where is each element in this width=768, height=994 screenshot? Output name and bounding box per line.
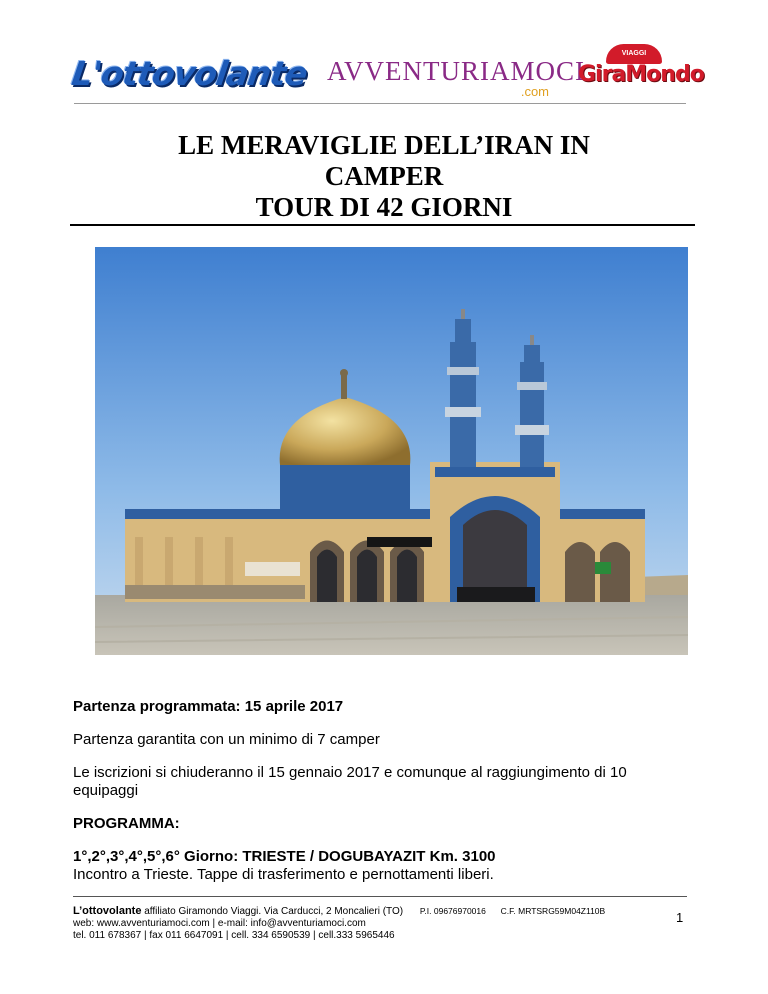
giramondo-logo-text: GiraMondo <box>578 62 704 87</box>
avventuriamoci-logo-domain: .com <box>520 84 549 99</box>
footer-web-line: web: www.avventuriamoci.com | e-mail: info@avventuriamoci.com <box>73 918 366 929</box>
footer-piva: P.I. 09676970016 <box>419 906 486 916</box>
departure-date: Partenza programmata: 15 aprile 2017 <box>73 698 344 715</box>
day-1-6-text: Incontro a Trieste. Tappe di trasferimento e pernottamenti liberi. <box>73 866 494 883</box>
mosque-photo <box>95 247 688 655</box>
giramondo-logo-cap: VIAGGI <box>606 44 662 64</box>
day-1-6-heading: 1°,2°,3°,4°,5°,6° Giorno: TRIESTE / DOGUBAYAZIT Km. 3100 <box>73 848 496 865</box>
document-title <box>70 130 698 223</box>
avventuriamoci-logo <box>327 56 586 100</box>
page-number: 1 <box>676 910 684 925</box>
footer-cf: C.F. MRTSRG59M04Z110B <box>500 906 606 916</box>
footer-affiliation: affiliato Giramondo Viaggi. Via Carducci, 2 Moncalieri (TO) <box>141 906 404 917</box>
enrollment-text: Le iscrizioni si chiuderanno il 15 gennaio 2017 e comunque al raggiungimento di 10 equipaggi <box>73 764 627 799</box>
header-divider <box>74 103 686 104</box>
footer-company: L’ottovolante <box>73 905 142 917</box>
ottovolante-logo <box>69 54 310 94</box>
giramondo-logo <box>578 44 704 100</box>
ottovolante-logo-text: L'ottovolante <box>69 54 310 93</box>
title-line-1: LE MERAVIGLIE DELL’IRAN IN <box>178 130 590 160</box>
guarantee-text: Partenza garantita con un minimo di 7 camper <box>73 731 380 748</box>
footer-tel-line: tel. 011 678367 | fax 011 6647091 | cell. 334 6590539 | cell.333 5965446 <box>73 930 395 941</box>
program-heading: PROGRAMMA: <box>73 815 180 832</box>
title-underline <box>70 224 695 226</box>
title-line-2: CAMPER <box>324 161 444 191</box>
footer-company-line <box>73 905 605 918</box>
footer-divider <box>73 896 687 897</box>
title-line-3: TOUR DI 42 GIORNI <box>255 192 513 222</box>
avventuriamoci-logo-text: AVVENTURIAMOCI <box>327 56 586 86</box>
